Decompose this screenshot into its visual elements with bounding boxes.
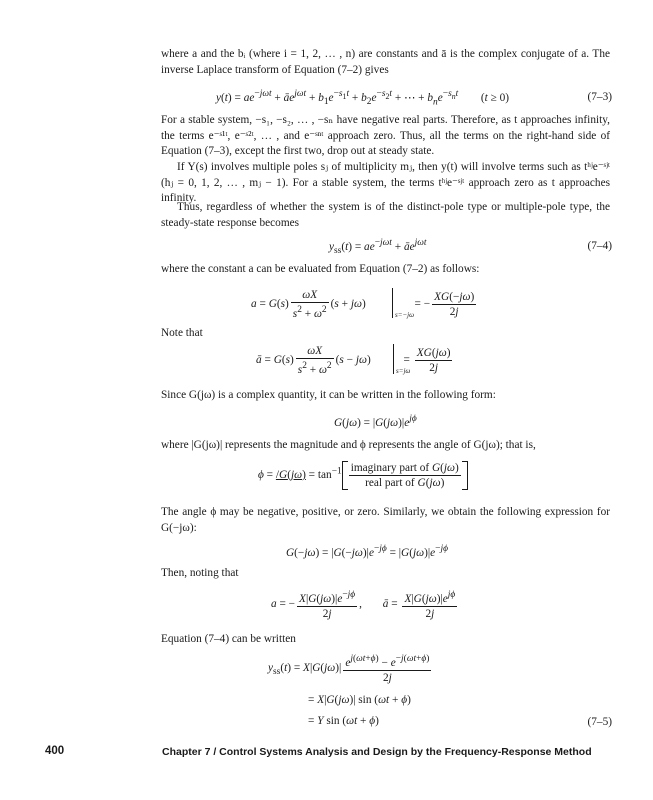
equation-yss-3: = Y sin (ωt + ϕ) [308, 715, 379, 727]
paragraph-5: where the constant a can be evaluated from Equation (7–2) as follows: [161, 263, 480, 275]
equation-number: (7–5) [587, 716, 612, 728]
paragraph-6: Note that [161, 327, 203, 339]
equation-yss-1: $y_{ss}(t) = X|G(j\omega)|$ $\frac{e^{j(\omega t+\phi)} - e^{-j(\omega t+\phi)}}{2j}$ [268, 654, 430, 684]
paragraph-8: where |G(jω)| represents the magnitude and ϕ represents the angle of G(jω); that is, [161, 439, 536, 451]
paragraph-10: Then, noting that [161, 567, 239, 579]
paragraph-4: Thus, regardless of whether the system is of the distinct-pole type or multiple-pole type, the steady-state response becomes [161, 201, 610, 229]
equation-7-3: $y(t) = ae^{-j\omega t}$ + $āe^{j\omega t} + b_1e^{-s_1t} + b_2e^{-s_2t}$ + ⋯ + $b_ne^{-s_nt}$ (t ≥ 0) [216, 89, 510, 108]
equation-yss-2: = X|G(jω)| sin (ωt + ϕ) [308, 694, 411, 706]
paragraph-1: where a and the bᵢ (where i = 1, 2, … , n) are constants and ā is the complex conjugate of a. The inverse Laplace transform of Equation (7–2) gives [161, 48, 610, 76]
equation-a-conjugate: ā = G(s) $\frac{\omega X}{s^2 + \omega^2}$ (s − jω) = $\frac{XG(j\omega)}{2j}$ [256, 345, 451, 376]
paragraph-7: Since G(jω) is a complex quantity, it can be written in the following form: [161, 389, 496, 401]
paragraph-3: If Y(s) involves multiple poles sⱼ of multiplicity mⱼ, then y(t) will involve terms such as tʰʲe⁻ˢʲᵗ (hⱼ = 0, 1, 2, … , mⱼ − 1). For a stable system, the terms tʰʲe⁻ˢʲᵗ approach zero as t approaches infinity. [161, 161, 610, 205]
paragraph-2: For a stable system, −s₁, −s₂, … , −sₙ have negative real parts. Therefore, as t approaches infinity, the terms e⁻ˢ¹ᵗ, e⁻ˢ²ᵗ, … , and e⁻ˢⁿᵗ approach zero. Thus, all the terms on the right-hand side of Equation (7–3), except the first two, drop out at steady state. [161, 114, 610, 158]
page-number: 400 [45, 745, 65, 757]
running-footer: Chapter 7 / Control Systems Analysis and Design by the Frequency-Response Method [162, 746, 592, 758]
equation-G-minus: $G(-j\omega) = |G(-j\omega)|e^{-j\phi} = |G(j\omega)|e^{-j\phi}$ [286, 544, 448, 559]
equation-a: a = G(s) $\frac{\omega X}{s^2 + \omega^2}$ (s + jω) = − $\frac{XG(-j\omega)}{2j}$ [251, 289, 475, 320]
paragraph-9: The angle ϕ may be negative, positive, or zero. Similarly, we obtain the following expression for G(−jω): [161, 506, 610, 534]
equation-number: (7–3) [587, 91, 612, 103]
paragraph-11: Equation (7–4) can be written [161, 633, 296, 645]
equation-number: (7–4) [587, 240, 612, 252]
evaluation-subscript: s=−jω [395, 311, 415, 319]
equation-phase: $\phi = /G(j\omega) = \tan^{-1}$ $\frac{\text{imaginary part of G(jω)}}{\text{real part of G(jω)}}$ [258, 461, 468, 490]
evaluation-subscript: s=jω [396, 367, 411, 375]
evaluation-bar [393, 344, 394, 374]
equation-7-4: $y_{ss}(t) = ae^{-j\omega t}$ + $āe^{j\omega t}$ [329, 238, 427, 257]
equation-a-values: a = − $\frac{X|G(j\omega)|e^{-j\phi}}{2j}$ , ā = $\frac{X|G(j\omega)|e^{j\phi}}{2j}$ [271, 590, 456, 620]
equation-polar-form: $G(j\omega) = |G(j\omega)|e^{j\phi}$ [334, 414, 417, 429]
evaluation-bar [392, 288, 393, 318]
